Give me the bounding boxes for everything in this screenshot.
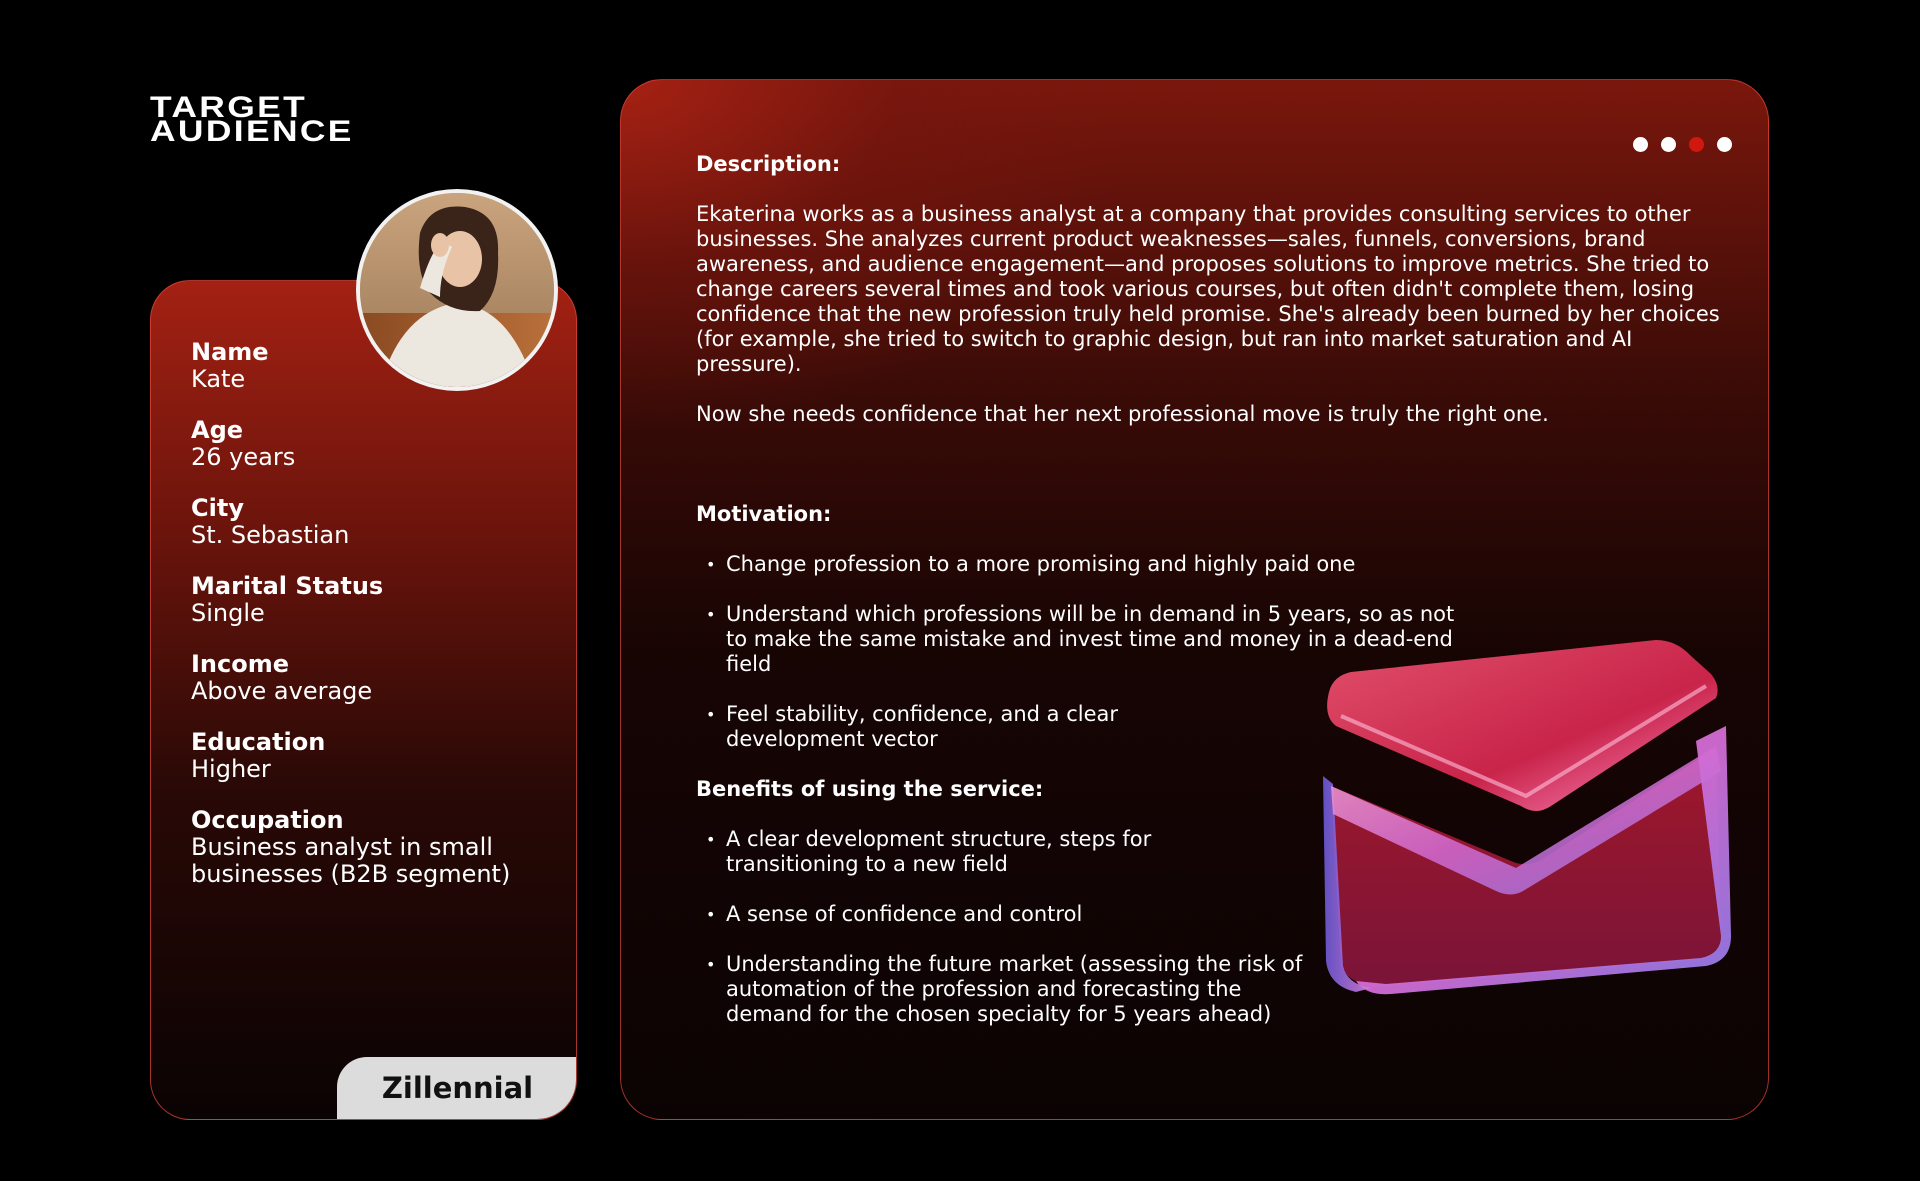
list-item: • Feel stability, confidence, and a clear development vector	[696, 702, 1176, 752]
pager-dot[interactable]	[1633, 137, 1648, 152]
motivation-heading: Motivation:	[696, 502, 832, 526]
list-item: • A sense of confidence and control	[696, 902, 1296, 927]
benefits-heading: Benefits of using the service:	[696, 777, 1044, 801]
page-title	[150, 91, 354, 148]
list-item: • A clear development structure, steps for transitioning to a new field	[696, 827, 1216, 877]
pager-dot[interactable]	[1661, 137, 1676, 152]
field-label: City	[191, 494, 244, 522]
description-paragraph-2: Now she needs confidence that her next professional move is truly the right one.	[696, 402, 1549, 426]
field-age	[191, 417, 551, 471]
avatar	[356, 189, 558, 391]
field-city	[191, 495, 551, 549]
list-item: • Change profession to a more promising and highly paid one	[696, 552, 1476, 577]
field-label: Marital Status	[191, 572, 384, 600]
field-value: Above average	[191, 677, 373, 705]
portrait-photo-icon	[360, 193, 554, 387]
generation-tag: Zillennial	[337, 1057, 577, 1119]
slide-pager	[1633, 137, 1732, 152]
profile-fields	[191, 339, 551, 912]
field-label: Education	[191, 728, 326, 756]
pager-dot-active[interactable]	[1689, 137, 1704, 152]
field-income	[191, 651, 551, 705]
field-occupation	[191, 807, 551, 888]
title-line-2: AUDIENCE	[150, 115, 354, 148]
field-value: Kate	[191, 365, 246, 393]
field-education	[191, 729, 551, 783]
field-label: Occupation	[191, 806, 344, 834]
field-marital-status	[191, 573, 551, 627]
list-item: • Understand which professions will be in demand in 5 years, so as not to make the same mistake and invest time and money in a dead-end field	[696, 602, 1476, 677]
field-value: Business analyst in small businesses (B2B segment)	[191, 833, 511, 888]
field-label: Age	[191, 416, 244, 444]
field-label: Income	[191, 650, 290, 678]
envelope-3d-icon	[1311, 636, 1746, 996]
list-item: • Understanding the future market (assessing the risk of automation of the profession and forecasting the demand for the chosen specialty for 5 years ahead)	[696, 952, 1306, 1027]
field-label: Name	[191, 338, 269, 366]
field-value: St. Sebastian	[191, 521, 350, 549]
profile-card	[150, 280, 577, 1120]
field-value: Single	[191, 599, 265, 627]
pager-dot[interactable]	[1717, 137, 1732, 152]
field-value: 26 years	[191, 443, 296, 471]
title-line-1: TARGET	[150, 91, 308, 124]
field-value: Higher	[191, 755, 271, 783]
description-paragraph-1: Ekaterina works as a business analyst at a company that provides consulting services to other businesses. She analyzes current product weaknesses—sales, funnels, conversions, brand awareness, and audience engagement—and proposes solutions to improve metrics. She tried to change careers several times and took various courses, but often didn't complete them, losing confidence that the new profession truly held promise. She's already been burned by her choices (for example, she tried to switch to graphic design, but ran into market saturation and AI pressure).	[696, 202, 1720, 376]
persona-details-card	[620, 79, 1769, 1120]
description-heading: Description:	[696, 152, 841, 176]
